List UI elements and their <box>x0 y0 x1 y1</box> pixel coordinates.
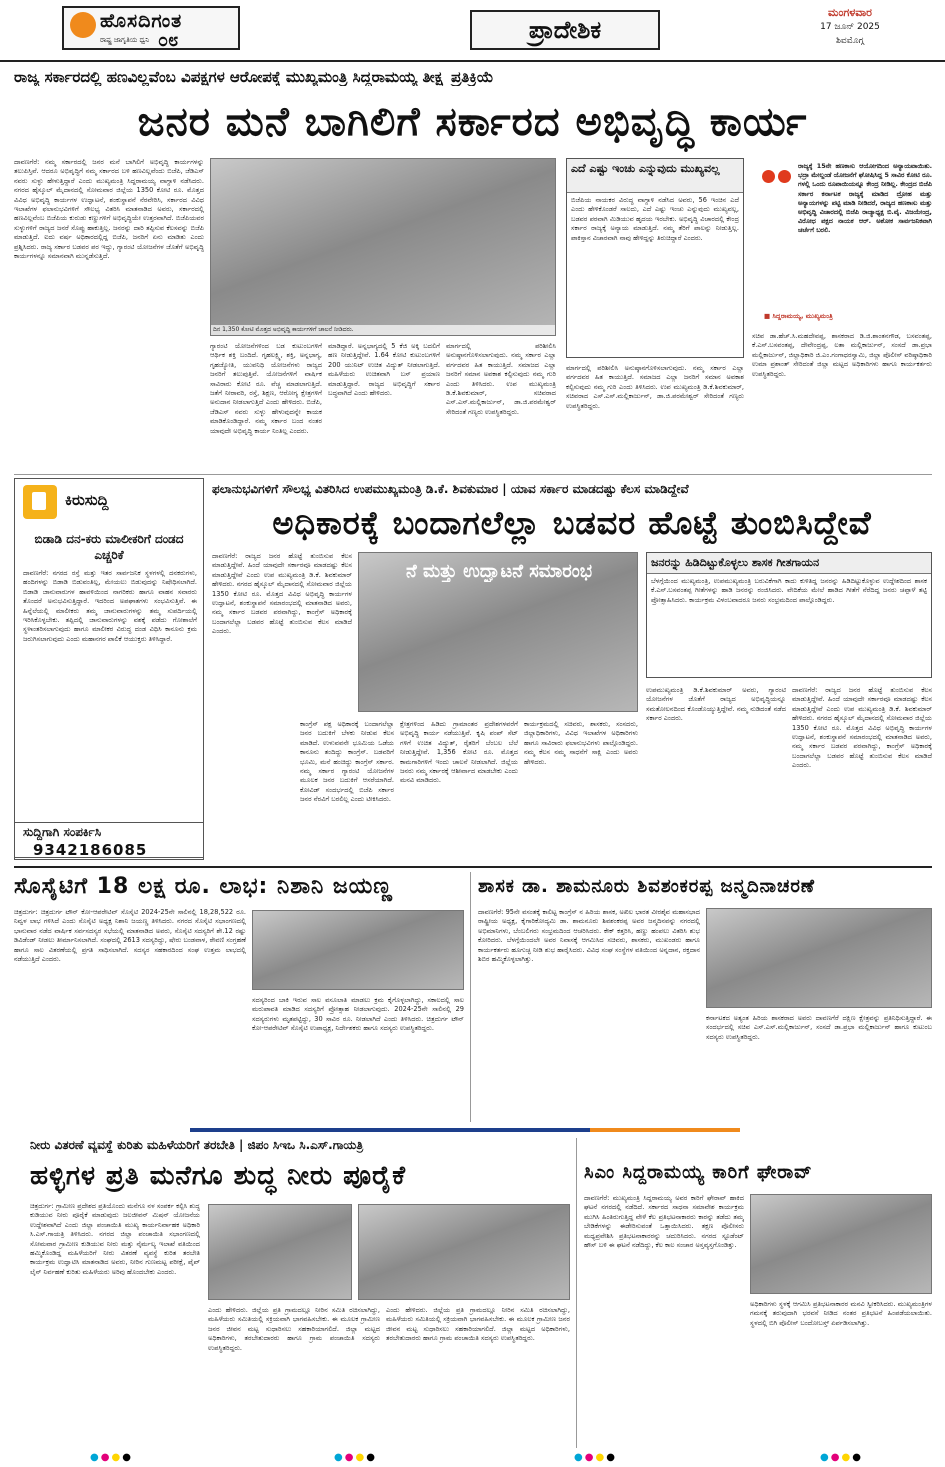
story1-col4: ಮಾರ್ಗದಲ್ಲಿ ಪರಿಶೀಲಿಸಿ ಅನುಷ್ಠಾನಗೊಳಿಸಲಾಗುವುದು. ನಮ್ಮ ಸರ್ಕಾರ ಎಲ್ಲಾ ವರ್ಗದವರ ಹಿತ ಕಾಯುತ್ತಿದೆ. ಸಮಾಜದ ಎಲ್ಲಾ ಜನರಿಗೆ ಸಮಾನ ಅವಕಾಶ ಕಲ್ಪಿಸುವುದು ನಮ್ಮ ಗುರಿ ಎಂದು ತಿಳಿಸಿದರು. ಉಪ ಮುಖ್ಯಮಂತ್ರಿ ಡಿ.ಕೆ.ಶಿವಕುಮಾರ್, ಸಚಿವರಾದ ಎಸ್.ಎಸ್.ಮಲ್ಲಿಕಾರ್ಜುನ್, ಡಾ.ಜಿ.ಪರಮೇಶ್ವರ್ ಸೇರಿದಂತೆ ಗಣ್ಯರು ಉಪಸ್ಥಿತರಿದ್ದರು. <box>566 364 744 410</box>
story2-col3: ಕ್ಷೇತ್ರಗಳಿಂದ ಹಿಡಿದು ಗ್ರಾಮಾಂತರ ಪ್ರದೇಶಗಳವರೆಗೆ ಅಭಿವೃದ್ಧಿ ಕಾರ್ಯ ನಡೆಯುತ್ತಿವೆ. ಕೃಷಿ ಪಂಪ್ ಸೆಟ್ ಗಳಿಗೆ ಉಚಿತ ವಿದ್ಯುತ್, ರೈತರಿಗೆ ಬೆಂಬಲ ಬೆಲೆ ನೀಡುತ್ತಿದ್ದೇವೆ. 1,356 ಕೋಟಿ ರೂ. ಮೊತ್ತದ ಕಾಮಗಾರಿಗಳಿಗೆ ಇಂದು ಚಾಲನೆ ನೀಡಲಾಗಿದೆ. ಜಿಲ್ಲೆಯ ಜನರು ನಮ್ಮ ಸರ್ಕಾರಕ್ಕೆ ಆಶೀರ್ವಾದ ಮಾಡಬೇಕು ಎಂದು ಮನವಿ ಮಾಡಿದರು. <box>400 720 518 785</box>
brief-news-header <box>23 485 173 521</box>
brief-news-box <box>14 478 204 858</box>
story5-text3: ಎಂದು ಹೇಳಿದರು. ಜಿಲ್ಲೆಯ ಪ್ರತಿ ಗ್ರಾಮದಲ್ಲೂ ನೀರಿನ ಸಮಿತಿ ರಚಿಸಲಾಗಿದ್ದು, ಮಹಿಳೆಯರು ಸಮಿತಿಯಲ್ಲಿ ಸಕ್ರಿಯವಾಗಿ ಭಾಗವಹಿಸಬೇಕು. ಈ ಮೂಲಕ ಗ್ರಾಮೀಣ ಜನರ ಜೀವನ ಮಟ್ಟ ಸುಧಾರಿಸಲು ಸಹಕಾರಿಯಾಗಲಿದೆ. ಜಿಲ್ಲಾ ಮಟ್ಟದ ಅಧಿಕಾರಿಗಳು, ತರಬೇತುದಾರರು ಹಾಗೂ ಗ್ರಾಮ ಪಂಚಾಯಿತಿ ಸದಸ್ಯರು ಉಪಸ್ಥಿತರಿದ್ದರು. <box>386 1306 570 1343</box>
story1-col5: ಸಚಿವ ಡಾ.ಹೆಚ್.ಸಿ.ಮಹದೇವಪ್ಪ, ಶಾಸಕರಾದ ಡಿ.ಜಿ.ಶಾಂತನಗೌಡ, ಬಸವಂತಪ್ಪ, ಕೆ.ಎಸ್.ಬಸವಂತಪ್ಪ, ದೇವೇಂದ್ರಪ್ಪ, ಲತಾ ಮಲ್ಲಿಕಾರ್ಜುನ್, ಸಂಸದೆ ಡಾ.ಪ್ರಭಾ ಮಲ್ಲಿಕಾರ್ಜುನ್, ಜಿಲ್ಲಾಧಿಕಾರಿ ಜಿ.ಎಂ.ಗಂಗಾಧರಸ್ವಾಮಿ, ಜಿಲ್ಲಾ ಪೊಲೀಸ್ ವರಿಷ್ಠಾಧಿಕಾರಿ ಉಮಾ ಪ್ರಶಾಂತ್ ಸೇರಿದಂತೆ ಜಿಲ್ಲಾ ಮಟ್ಟದ ಅಧಿಕಾರಿಗಳು ಹಾಗೂ ಕಾರ್ಯಕರ್ತರು ಉಪಸ್ಥಿತರಿದ್ದರು. <box>752 332 932 378</box>
story4-text2: ಕರ್ನಾಟಕದ ಅತ್ಯಂತ ಹಿರಿಯ ಶಾಸಕರಾದ ಅವರು ದಾವಣಗೆರೆ ದಕ್ಷಿಣ ಕ್ಷೇತ್ರವನ್ನು ಪ್ರತಿನಿಧಿಸುತ್ತಿದ್ದಾರೆ. ಈ ಸಂದರ್ಭದಲ್ಲಿ ಸಚಿವ ಎಸ್.ಎಸ್.ಮಲ್ಲಿಕಾರ್ಜುನ್, ಸಂಸದೆ ಡಾ.ಪ್ರಭಾ ಮಲ್ಲಿಕಾರ್ಜುನ್ ಹಾಗೂ ಕುಟುಂಬ ಸದಸ್ಯರು ಉಪಸ್ಥಿತರಿದ್ದರು. <box>706 1014 932 1041</box>
page-number: ೦೮ <box>158 30 179 51</box>
dateline-date: 17 ಜೂನ್ 2025 <box>820 22 880 32</box>
masthead <box>0 0 945 62</box>
story1-col3b: ಮಾರ್ಗದಲ್ಲಿ ಪರಿಶೀಲಿಸಿ ಅನುಷ್ಠಾನಗೊಳಿಸಲಾಗುವುದು. ನಮ್ಮ ಸರ್ಕಾರ ಎಲ್ಲಾ ವರ್ಗದವರ ಹಿತ ಕಾಯುತ್ತಿದೆ. ಸಮಾಜದ ಎಲ್ಲಾ ಜನರಿಗೆ ಸಮಾನ ಅವಕಾಶ ಕಲ್ಪಿಸುವುದು ನಮ್ಮ ಗುರಿ ಎಂದು ತಿಳಿಸಿದರು. ಉಪ ಮುಖ್ಯಮಂತ್ರಿ ಡಿ.ಕೆ.ಶಿವಕುಮಾರ್, ಸಚಿವರಾದ ಎಸ್.ಎಸ್.ಮಲ್ಲಿಕಾರ್ಜುನ್, ಡಾ.ಜಿ.ಪರಮೇಶ್ವರ್ ಸೇರಿದಂತೆ ಗಣ್ಯರು ಉಪಸ್ಥಿತರಿದ್ದರು. <box>446 342 556 416</box>
story5-photo-left <box>208 1204 352 1300</box>
story1-col1: ದಾವಣಗೆರೆ: ನಮ್ಮ ಸರ್ಕಾರದಲ್ಲಿ ಜನರ ಮನೆ ಬಾಗಿಲಿಗೆ ಅಭಿವೃದ್ಧಿ ಕಾರ್ಯಗಳನ್ನು ತಲುಪಿಸ್ತಿವೆ. ಆದರೂ ಅಭಿವೃದ್ಧಿಗೆ ನಮ್ಮ ಸರ್ಕಾರದ ಬಳಿ ಹಣವಿಲ್ಲವೆಂದು ಬಿಜೆಪಿ, ಜೆಡಿಎಸ್ ನವರು ಸುಳ್ಳು ಹೇಳುತ್ತಿದ್ದಾರೆ ಎಂದು ಮುಖ್ಯಮಂತ್ರಿ ಸಿದ್ದರಾಮಯ್ಯ ವಾಗ್ದಾಳಿ ನಡೆಸಿದರು. ನಗರದ ಹೈಸ್ಕೂಲ್ ಮೈದಾನದಲ್ಲಿ ಸೋಮವಾರ ಜಿಲ್ಲೆಯ 1350 ಕೋಟಿ ರೂ. ಮೊತ್ತದ ವಿವಿಧ ಅಭಿವೃದ್ಧಿ ಕಾರ್ಯಗಳ ಉದ್ಘಾಟನೆ, ಶಂಕುಸ್ಥಾಪನೆ ನೆರವೇರಿಸಿ, ಸರ್ಕಾರದ ವಿವಿಧ ಇಲಾಖೆಗಳ ಫಲಾನುಭವಿಗಳಿಗೆ ಸೌಲಭ್ಯ ವಿತರಿಸಿ ಮಾತನಾಡಿದ ಅವರು, ಸರ್ಕಾರದಲ್ಲಿ ಹಣವಿಲ್ಲವೆಂಬ ಬಿಜೆಪಿಯ ಕುರುಡು ಕಣ್ಣುಗಳಿಗೆ ಅಭಿವೃದ್ಧಿಯೇ ಉತ್ತರವಾಗಿದೆ. ಬಿಜೆಪಿಯವರ ಸುಳ್ಳುಗಳಿಗೆ ರಾಜ್ಯದ ಜನರೆ ಸೊಪ್ಪು ಹಾಕುತ್ತಿಲ್ಲ. ಜನರನ್ನು ದಾರಿ ತಪ್ಪಿಸುವ ಕೆಲಸವನ್ನು ಬಿಜೆಪಿ ಮಾಡುತ್ತಿದೆ. ಐದು ವರ್ಷ ಅಧಿಕಾರದಲ್ಲಿದ್ದ ಬಿಜೆಪಿ, ಜನರಿಗೆ ಏನು ಮಾಡಿತು ಎಂದು ಪ್ರಶ್ನಿಸಿದರು. ರಾಜ್ಯ ಸರ್ಕಾರ ಬಡವರ ಪರ ಇದ್ದು, ಗ್ಯಾರಂಟಿ ಯೋಜನೆಗಳ ಜೊತೆಗೆ ಅಭಿವೃದ್ಧಿ ಕಾರ್ಯಗಳನ್ನೂ ಸಮಾನವಾಗಿ ಮುನ್ನಡೆಸುತ್ತಿದೆ. <box>14 158 204 261</box>
story5-text2: ಎಂದು ಹೇಳಿದರು. ಜಿಲ್ಲೆಯ ಪ್ರತಿ ಗ್ರಾಮದಲ್ಲೂ ನೀರಿನ ಸಮಿತಿ ರಚಿಸಲಾಗಿದ್ದು, ಮಹಿಳೆಯರು ಸಮಿತಿಯಲ್ಲಿ ಸಕ್ರಿಯವಾಗಿ ಭಾಗವಹಿಸಬೇಕು. ಈ ಮೂಲಕ ಗ್ರಾಮೀಣ ಜನರ ಜೀವನ ಮಟ್ಟ ಸುಧಾರಿಸಲು ಸಹಕಾರಿಯಾಗಲಿದೆ. ಜಿಲ್ಲಾ ಮಟ್ಟದ ಅಧಿಕಾರಿಗಳು, ತರಬೇತುದಾರರು ಹಾಗೂ ಗ್ರಾಮ ಪಂಚಾಯಿತಿ ಸದಸ್ಯರು ಉಪಸ್ಥಿತರಿದ್ದರು. <box>208 1306 380 1352</box>
story1-quote: ರಾಜ್ಯಕ್ಕೆ 15ನೇ ಹಣಕಾಸು ಆಯೋಗದಿಂದ ಅನ್ಯಾಯವಾಯಿತು. ಭದ್ರಾ ಮೇಲ್ದಂಡೆ ಯೋಜನೆಗೆ ಘೋಷಿಸಿದ್ದ 5 ಸಾವಿರ ಕೋಟಿ ರೂ. ಗಳಲ್ಲಿ ಒಂದು ರೂಪಾಯಿಯನ್ನೂ ಕೇಂದ್ರ ನೀಡಿಲ್ಲ. ಕೇಂದ್ರದ ಬಿಜೆಪಿ ಸರ್ಕಾರ ಕರ್ನಾಟಕ ರಾಜ್ಯಕ್ಕೆ ಮಾಡಿದ ದ್ರೋಹ ಮತ್ತು ಅನ್ಯಾಯಗಳನ್ನು ಪಟ್ಟಿ ಮಾಡಿ ನೀಡಿದರೆ, ರಾಜ್ಯದ ಹಣಕಾಸು ಮತ್ತು ಅಭಿವೃದ್ಧಿ ವಿಚಾರದಲ್ಲಿ ಬಿಜೆಪಿ ರಾಜ್ಯಾಧ್ಯಕ್ಷ ಬಿ.ವೈ. ವಿಜಯೇಂದ್ರ, ವಿರೋಧ ಪಕ್ಷದ ನಾಯಕ ಆರ್. ಅಶೋಕ ಸಾರ್ವಜನಿಕವಾಗಿ ಚರ್ಚೆಗೆ ಬರಲಿ. <box>798 162 932 235</box>
story3-photo <box>252 910 464 990</box>
registration-dots-icon: ●●●● <box>574 1452 617 1463</box>
dateline-day: ಮಂಗಳವಾರ <box>827 6 873 19</box>
story6-photo <box>750 1194 932 1294</box>
story2-col5: ಉಪಮುಖ್ಯಮಂತ್ರಿ ಡಿ.ಕೆ.ಶಿವಕುಮಾರ್ ಅವರು, ಗ್ಯಾರಂಟಿ ಯೋಜನೆಗಳ ಜೊತೆಗೆ ರಾಜ್ಯದ ಅಭಿವೃದ್ಧಿಯನ್ನೂ ಸಮತೋಲನದಿಂದ ಕೊಂಡೊಯ್ಯುತ್ತಿದ್ದೇವೆ. ನಮ್ಮ ನುಡಿದಂತೆ ನಡೆದ ಸರ್ಕಾರ ಎಂದರು. <box>646 686 786 723</box>
section-title: ಪ್ರಾದೇಶಿಕ <box>470 10 660 50</box>
logo-emblem-icon <box>70 12 96 38</box>
story2-infobox-text: ಬೆಳಗ್ಗೆಯಿಂದ ಮುಖ್ಯಮಂತ್ರಿ, ಉಪಮುಖ್ಯಮಂತ್ರಿ ಬರುವಿಕೆಗಾಗಿ ಕಾದು ಕುಳಿತಿದ್ದ ಜನರನ್ನು ಹಿಡಿದಿಟ್ಟುಕೊಳ್ಳುವ ಉದ್ದೇಶದಿಂದ ಶಾಸಕ ಕೆ.ಎಸ್.ಬಸವಂತಪ್ಪ ಗೀತೆಗಳನ್ನು ಹಾಡಿ ಜನರನ್ನು ರಂಜಿಸಿದರು. ವೇದಿಕೆಯ ಮೇಲೆ ಹಾಡಿದ ಗೀತೆಗೆ ನೆರೆದಿದ್ದ ಜನರು ಚಪ್ಪಾಳೆ ತಟ್ಟಿ ಪ್ರೋತ್ಸಾಹಿಸಿದರು. ಕಾರ್ಯಕ್ರಮ ವಿಳಂಬವಾದರೂ ಜನರು ಸಂಭ್ರಮದಿಂದ ಪಾಲ್ಗೊಂಡಿದ್ದರು. <box>651 577 927 604</box>
story2-col6: ದಾವಣಗೆರೆ: ರಾಜ್ಯದ ಜನರ ಹೊಟ್ಟೆ ತುಂಬಿಸುವ ಕೆಲಸ ಮಾಡುತ್ತಿದ್ದೇವೆ. ಹಿಂದೆ ಯಾವುದೇ ಸರ್ಕಾರವೂ ಮಾಡದಷ್ಟು ಕೆಲಸ ಮಾಡುತ್ತಿದ್ದೇವೆ ಎಂದು ಉಪ ಮುಖ್ಯಮಂತ್ರಿ ಡಿ.ಕೆ. ಶಿವಕುಮಾರ್ ಹೇಳಿದರು. ನಗರದ ಹೈಸ್ಕೂಲ್ ಮೈದಾನದಲ್ಲಿ ಸೋಮವಾರ ಜಿಲ್ಲೆಯ 1350 ಕೋಟಿ ರೂ. ಮೊತ್ತದ ವಿವಿಧ ಅಭಿವೃದ್ಧಿ ಕಾರ್ಯಗಳ ಉದ್ಘಾಟನೆ, ಶಂಕುಸ್ಥಾಪನೆ ಸಮಾರಂಭದಲ್ಲಿ ಮಾತನಾಡಿದ ಅವರು, ನಮ್ಮ ಸರ್ಕಾರ ಬಡವರ ಪರವಾಗಿದ್ದು, ಕಾಂಗ್ರೆಸ್ ಅಧಿಕಾರಕ್ಕೆ ಬಂದಾಗಲೆಲ್ಲಾ ಬಡವರ ಹೊಟ್ಟೆ ತುಂಬಿಸುವ ಕೆಲಸ ಮಾಡಿದೆ ಎಂದರು. <box>792 686 932 770</box>
quote-icon <box>760 166 796 196</box>
story2-infobox-title: ಜನರನ್ನು ಹಿಡಿದಿಟ್ಟುಕೊಳ್ಳಲು ಶಾಸಕ ಗೀತಗಾಯನ <box>647 553 931 574</box>
newspaper-logo <box>62 6 240 50</box>
story2-photo <box>358 552 638 712</box>
brief-news-text: ದಾವಣಗೆರೆ: ನಗರದ ರಸ್ತೆ ಮತ್ತು ಇತರ ಸಾರ್ವಜನಿಕ ಸ್ಥಳಗಳಲ್ಲಿ ದನಕರುಗಳು, ಹಂದಿಗಳನ್ನು ಬಿಡಾಡಿ ಬಿಡುವಂತಿಲ್ಲ, ಮೇಯಲು ಬಿಡುವುದನ್ನು ನಿಷೇಧಿಸಲಾಗಿದೆ. ಬಿಡಾಡಿ ಜಾನುವಾರುಗಳ ಹಾವಳಿಯಿಂದ ನಾಗರಿಕರು ಹಾಗೂ ವಾಹನ ಸವಾರರು ತೊಂದರೆ ಅನುಭವಿಸುತ್ತಿದ್ದಾರೆ. ಇದರಿಂದ ಅಪಘಾತಗಳು ಸಂಭವಿಸುತ್ತಿವೆ. ಈ ಹಿನ್ನೆಲೆಯಲ್ಲಿ ಮಾಲೀಕರು ತಮ್ಮ ಜಾನುವಾರುಗಳನ್ನು ತಮ್ಮ ಸುಪರ್ದಿಯಲ್ಲಿ ಇರಿಸಿಕೊಳ್ಳಬೇಕು. ತಪ್ಪಿದಲ್ಲಿ ಜಾನುವಾರುಗಳನ್ನು ವಶಕ್ಕೆ ಪಡೆದು ಗೋಶಾಲೆಗೆ ಸ್ಥಳಾಂತರಿಸಲಾಗುವುದು ಹಾಗೂ ಮಾಲೀಕರ ವಿರುದ್ಧ ದಂಡ ವಿಧಿಸಿ ಕಾನೂನು ಕ್ರಮ ಜರುಗಿಸಲಾಗುವುದು ಎಂದು ಮಹಾನಗರ ಪಾಲಿಕೆ ಆಯುಕ್ತರು ತಿಳಿಸಿದ್ದಾರೆ. <box>23 569 197 643</box>
story2-headline: ಅಧಿಕಾರಕ್ಕೆ ಬಂದಾಗಲೆಲ್ಲಾ ಬಡವರ ಹೊಟ್ಟೆ ತುಂಬಿಸಿದ್ದೇವೆ <box>272 504 872 542</box>
story4-photo <box>706 908 932 1008</box>
decorative-strip <box>190 1128 590 1132</box>
story1-infobox <box>566 158 744 358</box>
story3-text: ಚಿತ್ರದುರ್ಗ: ಚಿತ್ರದುರ್ಗ ಟೌನ್ ಕೋ-ಆಪರೇಟಿವ್ ಸೊಸೈಟಿ 2024-25ನೇ ಸಾಲಿನಲ್ಲಿ 18,28,522 ರೂ. ನಿವ್ವಳ ಲಾಭ ಗಳಿಸಿದೆ ಎಂದು ಸೊಸೈಟಿ ಅಧ್ಯಕ್ಷ ನಿಶಾನಿ ಜಯಣ್ಣ ತಿಳಿಸಿದರು. ನಗರದ ಸೊಸೈಟಿ ಸಭಾಂಗಣದಲ್ಲಿ ಭಾನುವಾರ ನಡೆದ ವಾರ್ಷಿಕ ಸರ್ವಸದಸ್ಯರ ಸಭೆಯಲ್ಲಿ ಮಾತನಾಡಿದ ಅವರು, ಸೊಸೈಟಿ ಸದಸ್ಯರಿಗೆ ಶೇ.12 ರಷ್ಟು ಡಿವಿಡೆಂಡ್ ನೀಡಲು ತೀರ್ಮಾನಿಸಲಾಗಿದೆ. ಸಂಘದಲ್ಲಿ 2613 ಸದಸ್ಯರಿದ್ದು, ಷೇರು ಬಂಡವಾಳ, ಠೇವಣಿ ಸಂಗ್ರಹಣೆ ಹಾಗೂ ಸಾಲ ವಿತರಣೆಯಲ್ಲಿ ಪ್ರಗತಿ ಸಾಧಿಸಲಾಗಿದೆ. ಸದಸ್ಯರ ಸಹಕಾರದಿಂದ ಸಂಘ ಉತ್ತಮ ಲಾಭದಲ್ಲಿ ನಡೆಯುತ್ತಿದೆ ಎಂದರು. <box>14 908 246 964</box>
contact-box <box>14 822 204 860</box>
story2-kicker: ಫಲಾನುಭವಿಗಳಿಗೆ ಸೌಲಭ್ಯ ವಿತರಿಸಿದ ಉಪಮುಖ್ಯಮಂತ್ರಿ ಡಿ.ಕೆ. ಶಿವಕುಮಾರ | ಯಾವ ಸರ್ಕಾರ ಮಾಡದಷ್ಟು ಕೆಲಸ ಮಾಡಿದ್ದೇವೆ <box>212 482 689 496</box>
story6-headline: ಸಿಎಂ ಸಿದ್ದರಾಮಯ್ಯ ಕಾರಿಗೆ ಘೇರಾವ್ <box>584 1162 813 1183</box>
story6-text: ದಾವಣಗೆರೆ: ಮುಖ್ಯಮಂತ್ರಿ ಸಿದ್ದರಾಮಯ್ಯ ಅವರ ಕಾರಿಗೆ ಘೇರಾವ್ ಹಾಕಿದ ಘಟನೆ ನಗರದಲ್ಲಿ ನಡೆದಿದೆ. ಸರ್ಕಾರದ ಸಾಧನಾ ಸಮಾವೇಶ ಕಾರ್ಯಕ್ರಮ ಮುಗಿಸಿ ಹಿಂತಿರುಗುತ್ತಿದ್ದ ವೇಳೆ ಕೆಲ ಪ್ರತಿಭಟನಾಕಾರರು ಕಾರನ್ನು ತಡೆದು ತಮ್ಮ ಬೇಡಿಕೆಗಳನ್ನು ಈಡೇರಿಸುವಂತೆ ಒತ್ತಾಯಿಸಿದರು. ತಕ್ಷಣ ಪೊಲೀಸರು ಮಧ್ಯಪ್ರವೇಶಿಸಿ ಪ್ರತಿಭಟನಾಕಾರರನ್ನು ಚದುರಿಸಿದರು. ನಗರದ ಸ್ಟೂಡೆಂಟ್ ಹೌಸ್ ಬಳಿ ಈ ಘಟನೆ ನಡೆದಿದ್ದು, ಕೆಲ ಕಾಲ ಸಂಚಾರ ಅಸ್ತವ್ಯಸ್ತಗೊಂಡಿತ್ತು. <box>584 1194 744 1250</box>
story2-photo-banner: ನೆ ಮತ್ತು ಉದ್ಘಾಟನೆ ಸಮಾರಂಭ <box>405 561 593 582</box>
dateline-city: ಶಿವಮೊಗ್ಗ <box>836 36 864 46</box>
brief-news-label: ಕಿರುಸುದ್ದಿ <box>65 491 109 509</box>
contact-label: ಸುದ್ದಿಗಾಗಿ ಸಂಪರ್ಕಿಸಿ <box>23 825 102 839</box>
story2-col2: ಕಾಂಗ್ರೆಸ್ ಪಕ್ಷ ಅಧಿಕಾರಕ್ಕೆ ಬಂದಾಗಲೆಲ್ಲಾ ಜನರ ಬದುಕಿಗೆ ಬೆಳಕು ನೀಡುವ ಕೆಲಸ ಮಾಡಿದೆ. ಉಳುವವನೇ ಭೂಮಿಯ ಒಡೆಯ ಕಾನೂನು ತಂದಿದ್ದು ಕಾಂಗ್ರೆಸ್. ಬಡವರಿಗೆ ಭೂಮಿ, ಮನೆ ಹಂಚಿದ್ದು ಕಾಂಗ್ರೆಸ್ ಸರ್ಕಾರ. ನಮ್ಮ ಸರ್ಕಾರ ಗ್ಯಾರಂಟಿ ಯೋಜನೆಗಳ ಮೂಲಕ ಜನರ ಬದುಕಿಗೆ ಆಸರೆಯಾಗಿದೆ. ಕೋವಿಡ್ ಸಂದರ್ಭದಲ್ಲಿ ಬಿಜೆಪಿ ಸರ್ಕಾರ ಜನರ ನೆರವಿಗೆ ಬರಲಿಲ್ಲ ಎಂದು ಟೀಕಿಸಿದರು. <box>300 720 394 804</box>
story1-photo-caption: ದಿನ 1,350 ಕೋಟಿ ಮೊತ್ತದ ಅಭಿವೃದ್ಧಿ ಕಾರ್ಯಗಳಿಗೆ ಚಾಲನೆ ನೀಡಿದರು. <box>211 325 555 335</box>
divider <box>14 474 932 475</box>
story4-text: ದಾವಣಗೆರೆ: 95ನೇ ವಸಂತಕ್ಕೆ ಕಾಲಿಟ್ಟ ಕಾಂಗ್ರೆಸ್ ನ ಹಿರಿಯ ಶಾಸಕ, ಅಖಿಲ ಭಾರತ ವೀರಶೈವ ಮಹಾಸಭಾದ ರಾಷ್ಟ್ರೀಯ ಅಧ್ಯಕ್ಷ, ಕೈಗಾರಿಕೋದ್ಯಮಿ ಡಾ. ಶಾಮನೂರು ಶಿವಶಂಕರಪ್ಪ ಅವರ ಜನ್ಮದಿನವನ್ನು ನಗರದಲ್ಲಿ ಅಭಿಮಾನಿಗಳು, ಬೆಂಬಲಿಗರು ಸಂಭ್ರಮದಿಂದ ಆಚರಿಸಿದರು. ಕೇಕ್ ಕತ್ತರಿಸಿ, ಹಣ್ಣು ಹಂಪಲು ವಿತರಿಸಿ ಶುಭ ಕೋರಿದರು. ಬೆಳಗ್ಗೆಯಿಂದಲೇ ಅವರ ನಿವಾಸಕ್ಕೆ ಆಗಮಿಸಿದ ಸಚಿವರು, ಶಾಸಕರು, ಮುಖಂಡರು ಹಾಗೂ ಕಾರ್ಯಕರ್ತರು ಹೂಗುಚ್ಛ ನೀಡಿ ಶುಭ ಹಾರೈಸಿದರು. ವಿವಿಧ ಸಂಘ ಸಂಸ್ಥೆಗಳ ವತಿಯಿಂದ ಅನ್ನದಾನ, ರಕ್ತದಾನ ಶಿಬಿರ ಹಮ್ಮಿಕೊಳ್ಳಲಾಗಿತ್ತು. <box>478 908 700 964</box>
story3-headline: ಸೊಸೈಟಿಗೆ 18 ಲಕ್ಷ ರೂ. ಲಾಭ: ನಿಶಾನಿ ಜಯಣ್ಣ <box>14 874 393 899</box>
story4-headline: ಶಾಸಕ ಡಾ. ಶಾಮನೂರು ಶಿವಶಂಕರಪ್ಪ ಜನ್ಮದಿನಾಚರಣೆ <box>478 876 815 897</box>
story2-infobox <box>646 552 932 678</box>
story1-kicker: ರಾಜ್ಯ ಸರ್ಕಾರದಲ್ಲಿ ಹಣವಿಲ್ಲವೆಂಬ ವಿಪಕ್ಷಗಳ ಆರೋಪಕ್ಕೆ ಮುಖ್ಯಮಂತ್ರಿ ಸಿದ್ದರಾಮಯ್ಯ ತೀಕ್ಷ್ಣ ಪ್ರತಿಕ್ರಿಯೆ <box>14 68 494 86</box>
decorative-strip-accent <box>590 1128 740 1132</box>
divider <box>14 866 932 868</box>
story1-quote-author: ■ ಸಿದ್ದರಾಮಯ್ಯ, ಮುಖ್ಯಮಂತ್ರಿ <box>764 312 833 320</box>
story3-text2: ಸದಸ್ಯರಿಂದ ಬಾಕಿ ಇರುವ ಸಾಲ ವಸೂಲಾತಿ ಮಾಡಲು ಕ್ರಮ ಕೈಗೊಳ್ಳಲಾಗಿದ್ದು, ಸಕಾಲದಲ್ಲಿ ಸಾಲ ಮರುಪಾವತಿ ಮಾಡಿದ ಸದಸ್ಯರಿಗೆ ಪ್ರೋತ್ಸಾಹ ನೀಡಲಾಗುವುದು. 2024-25ನೇ ಸಾಲಿನಲ್ಲಿ 29 ಸದಸ್ಯರುಗಳು ಮೃತಪಟ್ಟಿದ್ದು, 30 ಸಾವಿರ ರೂ. ನೀಡಲಾಗಿದೆ ಎಂದು ತಿಳಿಸಿದರು. ಚಿತ್ರದುರ್ಗ ಟೌನ್ ಕೋ-ಆಪರೇಟಿವ್ ಸೊಸೈಟಿ ಉಪಾಧ್ಯಕ್ಷ, ನಿರ್ದೇಶಕರು ಹಾಗೂ ಸದಸ್ಯರು ಉಪಸ್ಥಿತರಿದ್ದರು. <box>252 996 464 1033</box>
story1-infobox-text: ಬಿಜೆಪಿಯ ನಾಯಕರ ವಿರುದ್ಧ ವಾಗ್ದಾಳಿ ನಡೆಸಿದ ಅವರು, 56 ಇಂಚಿನ ಎದೆ ಎಂದು ಹೇಳಿಕೊಂಡರೆ ಸಾಲದು, ಎದೆ ಎಷ್ಟು ಇಂಚು ಎನ್ನುವುದು ಮುಖ್ಯವಲ್ಲ, ಬಡವರ ಪರವಾಗಿ ಮಿಡಿಯುವ ಹೃದಯ ಇರಬೇಕು. ಅಭಿವೃದ್ಧಿ ವಿಚಾರದಲ್ಲಿ ಕೇಂದ್ರ ಸರ್ಕಾರ ರಾಜ್ಯಕ್ಕೆ ಅನ್ಯಾಯ ಮಾಡುತ್ತಿದೆ. ನಮ್ಮ ತೆರಿಗೆ ಪಾಲನ್ನು ನೀಡುತ್ತಿಲ್ಲ. ಪಾಕಿಸ್ತಾನ ವಿಚಾರವಾಗಿ ನಾವು ಹೇಳಿದ್ದನ್ನು ತಿರುಚಿದ್ದಾರೆ ಎಂದರು. <box>571 196 739 242</box>
registration-dots-icon: ●●●● <box>820 1452 863 1463</box>
story5-text: ಚಿತ್ರದುರ್ಗ: ಗ್ರಾಮೀಣ ಪ್ರದೇಶದ ಪ್ರತಿಯೊಂದು ಮನೆಗೂ ನಳ ಸಂಪರ್ಕ ಕಲ್ಪಿಸಿ ಶುದ್ಧ ಕುಡಿಯುವ ನೀರು ಪೂರೈಕೆ ಮಾಡುವುದು ಜಲಜೀವನ್ ಮಿಷನ್ ಯೋಜನೆಯ ಉದ್ದೇಶವಾಗಿದೆ ಎಂದು ಜಿಲ್ಲಾ ಪಂಚಾಯಿತಿ ಮುಖ್ಯ ಕಾರ್ಯನಿರ್ವಾಹಕ ಅಧಿಕಾರಿ ಸಿ.ಎಸ್.ಗಾಯತ್ರಿ ತಿಳಿಸಿದರು. ನಗರದ ಜಿಲ್ಲಾ ಪಂಚಾಯಿತಿ ಸಭಾಂಗಣದಲ್ಲಿ ಸೋಮವಾರ ಗ್ರಾಮೀಣ ಕುಡಿಯುವ ನೀರು ಮತ್ತು ನೈರ್ಮಲ್ಯ ಇಲಾಖೆ ವತಿಯಿಂದ ಹಮ್ಮಿಕೊಂಡಿದ್ದ ಮಹಿಳೆಯರಿಗೆ ನೀರು ವಿತರಣೆ ವ್ಯವಸ್ಥೆ ಕುರಿತ ತರಬೇತಿ ಕಾರ್ಯಕ್ರಮ ಉದ್ಘಾಟಿಸಿ ಮಾತನಾಡಿದ ಅವರು, ನೀರಿನ ಗುಣಮಟ್ಟ ಪರೀಕ್ಷೆ, ಪೈಪ್ ಲೈನ್ ನಿರ್ವಹಣೆ ಕುರಿತು ಮಹಿಳೆಯರು ಅರಿವು ಹೊಂದಬೇಕು ಎಂದರು. <box>30 1202 200 1276</box>
story1-infobox-title: ಎದೆ ಎಷ್ಟು ಇಂಚು ಎನ್ನುವುದು ಮುಖ್ಯವಲ್ಲ <box>567 159 743 193</box>
brief-news-headline: ಬಿಡಾಡಿ ದನ-ಕರು ಮಾಲೀಕರಿಗೆ ದಂಡದ ಎಚ್ಚರಿಕೆ <box>34 532 184 562</box>
story1-col3: ಮಾಡಿದ್ದಾರೆ. ಅನ್ನಭಾಗ್ಯದಲ್ಲಿ 5 ಕೆಜಿ ಅಕ್ಕಿ ಬದಲಿಗೆ ಹಣ ನೀಡುತ್ತಿದ್ದೇವೆ. 1.64 ಕೋಟಿ ಕುಟುಂಬಗಳಿಗೆ 200 ಯುನಿಟ್ ಉಚಿತ ವಿದ್ಯುತ್ ನೀಡಲಾಗುತ್ತಿದೆ. ಮಹಿಳೆಯರು ಉಚಿತವಾಗಿ ಬಸ್ ಪ್ರಯಾಣ ಮಾಡುತ್ತಿದ್ದಾರೆ. ರಾಜ್ಯದ ಅಭಿವೃದ್ಧಿಗೆ ಸರ್ಕಾರ ಬದ್ಧವಾಗಿದೆ ಎಂದು ಹೇಳಿದರು. <box>328 342 440 398</box>
registration-dots-icon: ●●●● <box>334 1452 377 1463</box>
story2-col1: ದಾವಣಗೆರೆ: ರಾಜ್ಯದ ಜನರ ಹೊಟ್ಟೆ ತುಂಬಿಸುವ ಕೆಲಸ ಮಾಡುತ್ತಿದ್ದೇವೆ. ಹಿಂದೆ ಯಾವುದೇ ಸರ್ಕಾರವೂ ಮಾಡದಷ್ಟು ಕೆಲಸ ಮಾಡುತ್ತಿದ್ದೇವೆ ಎಂದು ಉಪ ಮುಖ್ಯಮಂತ್ರಿ ಡಿ.ಕೆ. ಶಿವಕುಮಾರ್ ಹೇಳಿದರು. ನಗರದ ಹೈಸ್ಕೂಲ್ ಮೈದಾನದಲ್ಲಿ ಸೋಮವಾರ ಜಿಲ್ಲೆಯ 1350 ಕೋಟಿ ರೂ. ಮೊತ್ತದ ವಿವಿಧ ಅಭಿವೃದ್ಧಿ ಕಾರ್ಯಗಳ ಉದ್ಘಾಟನೆ, ಶಂಕುಸ್ಥಾಪನೆ ಸಮಾರಂಭದಲ್ಲಿ ಮಾತನಾಡಿದ ಅವರು, ನಮ್ಮ ಸರ್ಕಾರ ಬಡವರ ಪರವಾಗಿದ್ದು, ಕಾಂಗ್ರೆಸ್ ಅಧಿಕಾರಕ್ಕೆ ಬಂದಾಗಲೆಲ್ಲಾ ಬಡವರ ಹೊಟ್ಟೆ ತುಂಬಿಸುವ ಕೆಲಸ ಮಾಡಿದೆ ಎಂದರು. <box>212 552 352 636</box>
story5-headline: ಹಳ್ಳಿಗಳ ಪ್ರತಿ ಮನೆಗೂ ಶುದ್ಧ ನೀರು ಪೂರೈಕೆ <box>30 1161 407 1191</box>
story2-col4: ಕಾರ್ಯಕ್ರಮದಲ್ಲಿ ಸಚಿವರು, ಶಾಸಕರು, ಸಂಸದರು, ಜಿಲ್ಲಾಧಿಕಾರಿಗಳು, ವಿವಿಧ ಇಲಾಖೆಗಳ ಅಧಿಕಾರಿಗಳು ಹಾಗೂ ಸಾವಿರಾರು ಫಲಾನುಭವಿಗಳು ಪಾಲ್ಗೊಂಡಿದ್ದರು. ನಮ್ಮ ಕೆಲಸ ನಮ್ಮ ಸಾಧನೆಗೆ ಸಾಕ್ಷಿ ಎಂದು ಅವರು ಹೇಳಿದರು. <box>524 720 638 766</box>
story5-photo-right <box>358 1204 570 1300</box>
column-divider <box>470 872 471 1122</box>
story1-headline: ಜನರ ಮನೆ ಬಾಗಿಲಿಗೆ ಸರ್ಕಾರದ ಅಭಿವೃದ್ಧಿ ಕಾರ್ಯ <box>137 99 808 145</box>
contact-phone: 9342186085 <box>33 841 148 859</box>
logo-name: ಹೊಸದಿಗಂತ <box>100 10 183 32</box>
column-divider <box>576 1138 577 1448</box>
story1-col2: ಗ್ಯಾರಂಟಿ ಯೋಜನೆಗಳಿಂದ ಬಡ ಕುಟುಂಬಗಳಿಗೆ ಆರ್ಥಿಕ ಶಕ್ತಿ ಬಂದಿದೆ. ಗೃಹಲಕ್ಷ್ಮಿ, ಶಕ್ತಿ, ಅನ್ನಭಾಗ್ಯ, ಗೃಹಜ್ಯೋತಿ, ಯುವನಿಧಿ ಯೋಜನೆಗಳು ರಾಜ್ಯದ ಜನರಿಗೆ ತಲುಪುತ್ತಿವೆ. ಯೋಜನೆಗಳಿಗೆ ವಾರ್ಷಿಕ ಸಾವಿರಾರು ಕೋಟಿ ರೂ. ವೆಚ್ಚ ಮಾಡಲಾಗುತ್ತಿದೆ. ಜತೆಗೆ ನೀರಾವರಿ, ರಸ್ತೆ, ಶಿಕ್ಷಣ, ಆರೋಗ್ಯ ಕ್ಷೇತ್ರಗಳಿಗೆ ಅನುದಾನ ನೀಡಲಾಗುತ್ತಿದೆ ಎಂದು ಹೇಳಿದರು. ಬಿಜೆಪಿ, ಜೆಡಿಎಸ್ ನವರು ಸುಳ್ಳು ಹೇಳುವುದನ್ನೇ ಕಾಯಕ ಮಾಡಿಕೊಂಡಿದ್ದಾರೆ. ನಮ್ಮ ಸರ್ಕಾರ ಬಂದ ನಂತರ ಯಾವುದೇ ಅಭಿವೃದ್ಧಿ ಕಾರ್ಯ ನಿಂತಿಲ್ಲ ಎಂದರು. <box>210 342 322 435</box>
story6-text2: ಅಧಿಕಾರಿಗಳು ಸ್ಥಳಕ್ಕೆ ಆಗಮಿಸಿ ಪ್ರತಿಭಟನಾಕಾರರ ಮನವಿ ಸ್ವೀಕರಿಸಿದರು. ಮುಖ್ಯಮಂತ್ರಿಗಳ ಗಮನಕ್ಕೆ ತರುವುದಾಗಿ ಭರವಸೆ ನೀಡಿದ ನಂತರ ಪ್ರತಿಭಟನೆ ಹಿಂಪಡೆಯಲಾಯಿತು. ಸ್ಥಳದಲ್ಲಿ ಬಿಗಿ ಪೊಲೀಸ್ ಬಂದೋಬಸ್ತ್ ಏರ್ಪಡಿಸಲಾಗಿತ್ತು. <box>750 1300 932 1327</box>
story1-photo <box>210 158 556 336</box>
brief-news-icon <box>23 485 57 519</box>
dateline <box>770 6 930 48</box>
registration-dots-icon: ●●●● <box>90 1452 133 1463</box>
logo-tagline: ರಾಷ್ಟ್ರ ಜಾಗೃತಿಯ ಧ್ವನಿ <box>100 36 150 44</box>
story5-kicker: ನೀರು ವಿತರಣೆ ವ್ಯವಸ್ಥೆ ಕುರಿತು ಮಹಿಳೆಯರಿಗೆ ತರಬೇತಿ | ಜಿಪಂ ಸಿಇಒ ಸಿ.ಎಸ್.ಗಾಯತ್ರಿ <box>30 1138 364 1152</box>
